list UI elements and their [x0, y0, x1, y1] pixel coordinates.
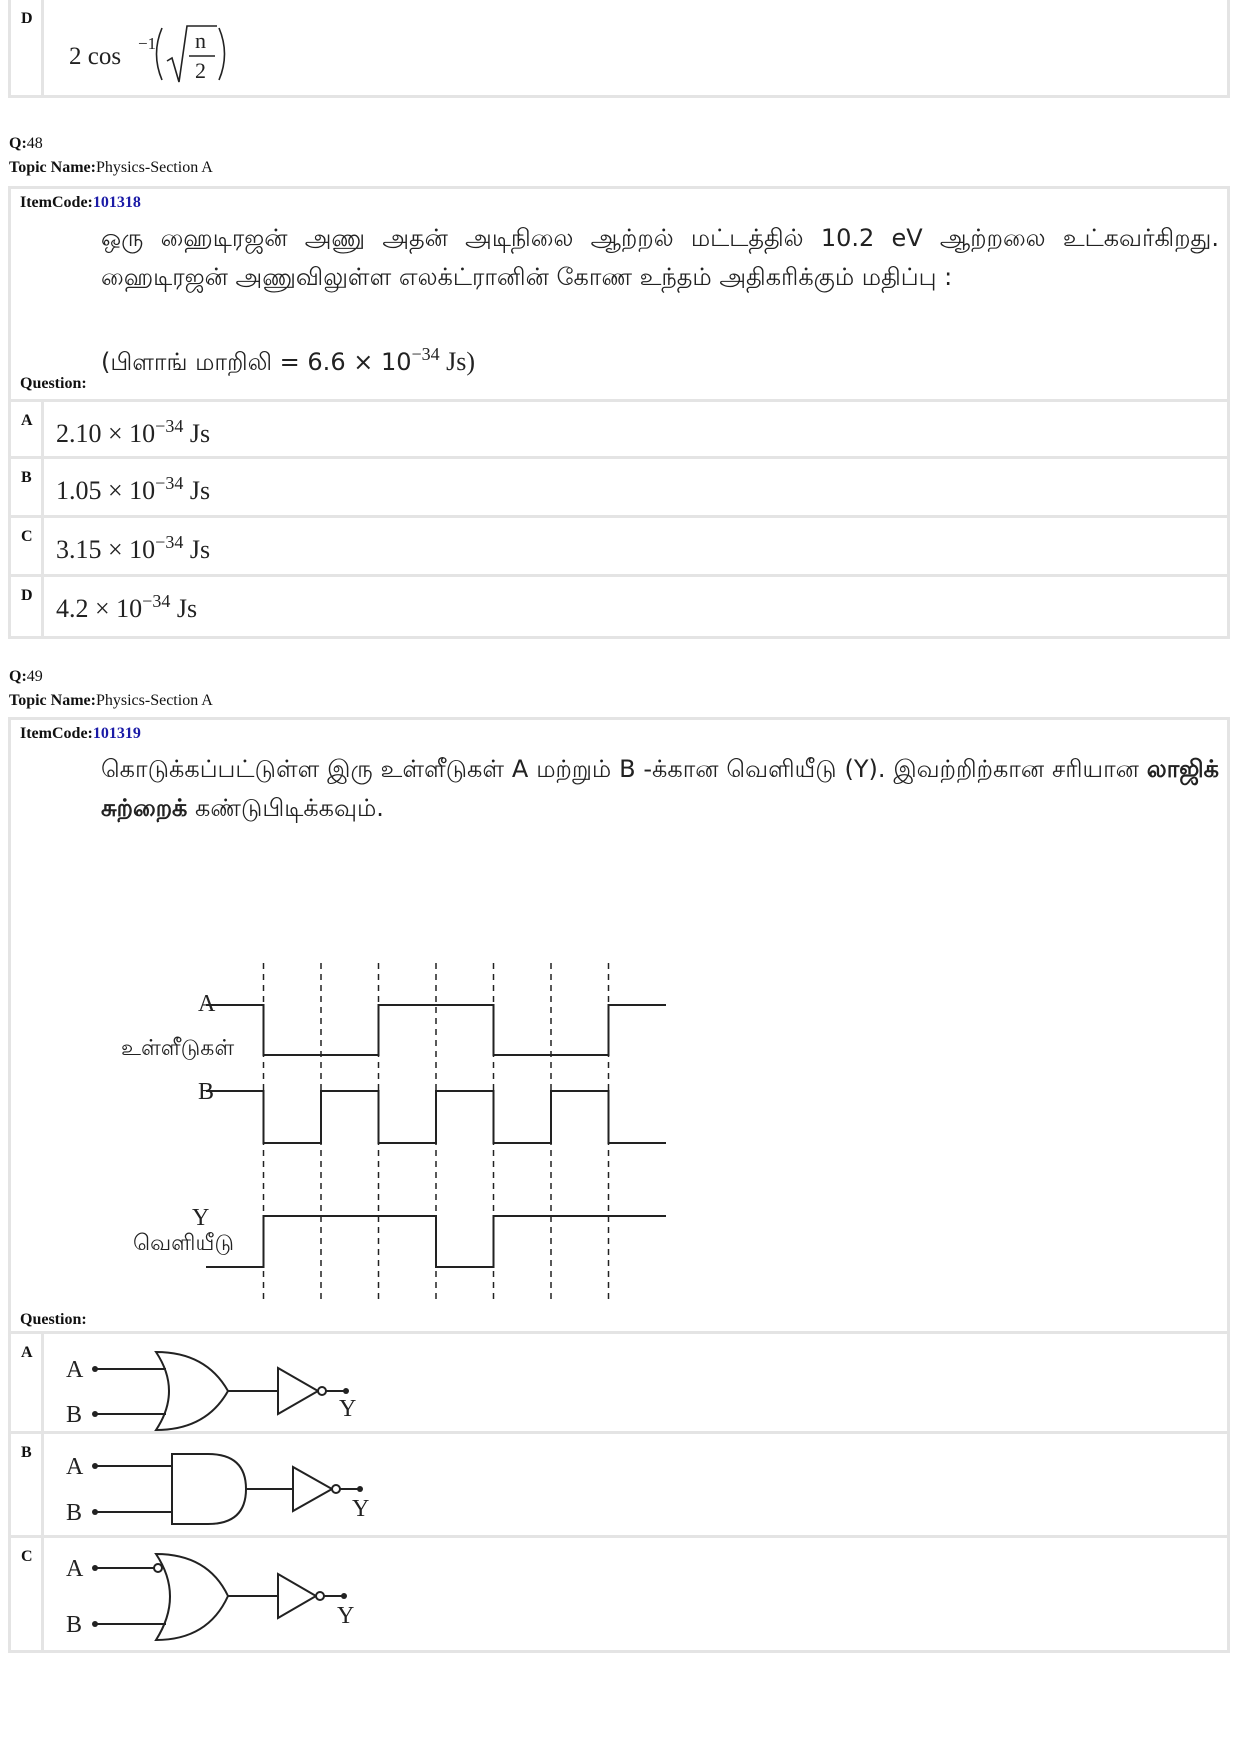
option-base: 2.10 × 10 — [56, 419, 156, 448]
option-base: 3.15 × 10 — [56, 535, 156, 564]
q48-options — [8, 399, 1230, 639]
q48-question-box — [8, 186, 1230, 402]
option-base: 4.2 × 10 — [56, 594, 143, 623]
q49-option-a[interactable] — [11, 1331, 1227, 1434]
formula-exponent: −1 — [138, 34, 157, 53]
or-gate — [156, 1554, 228, 1640]
circuit-and-not — [56, 1440, 396, 1536]
topic-value: Physics-Section A — [95, 692, 213, 709]
q48-option-a[interactable] — [11, 399, 1227, 459]
q48-question-label: Question: — [20, 375, 87, 392]
q48-question-text: ஒரு ஹைடிரஜன் அணு அதன் அடிநிலை ஆற்றல் மட்டத்தில் 10.2 eV ஆற்றலை உட்கவர்கிறது. ஹைடிரஜன் அணுவிலுள்ள எலக்ட்ரானின் கோண உந்தம் அதிகரிக்கும் மதிப்பு : — [101, 224, 1219, 291]
q49-option-c[interactable] — [11, 1535, 1227, 1653]
timing-diagram — [91, 933, 751, 1313]
q48-option-c[interactable] — [11, 515, 1227, 575]
option-letter: D — [21, 587, 33, 604]
or-gate — [156, 1352, 228, 1430]
constant-prefix: (பிளாங் மாறிலி = 6.6 × 10 — [101, 348, 412, 376]
input-b-label: B — [66, 1500, 83, 1526]
prev-option-d-formula — [59, 14, 259, 92]
output-label: Y — [339, 1396, 357, 1422]
text-part1: கொடுக்கப்பட்டுள்ள இரு உள்ளீடுகள் A மற்றும் B -க்கான வெளியீடு (Y). இவற்றிற்கான சரியான — [101, 755, 1147, 783]
right-paren — [219, 28, 225, 80]
constant-suffix: Js) — [439, 347, 476, 376]
label-y: Y — [192, 1205, 210, 1231]
option-exponent: −34 — [142, 591, 171, 611]
option-unit: Js — [183, 535, 211, 564]
q49-number — [9, 667, 43, 686]
label-output: வெளியீடு — [133, 1231, 234, 1256]
itemcode-value: 101318 — [92, 194, 141, 211]
topic-value: Physics-Section A — [95, 159, 213, 176]
circuit-or-not — [56, 1340, 376, 1432]
option-divider — [41, 1538, 44, 1653]
option-value — [56, 532, 210, 565]
option-base: 1.05 × 10 — [56, 476, 156, 505]
itemcode-label: ItemCode: — [20, 194, 93, 211]
formula-numerator: n — [195, 28, 206, 53]
q48-option-b[interactable] — [11, 456, 1227, 516]
output-node — [341, 1593, 347, 1599]
option-letter: B — [21, 1444, 32, 1461]
q49-question-box — [8, 717, 1230, 1334]
option-letter: D — [21, 10, 33, 27]
label-b: B — [198, 1079, 215, 1105]
q48-itemcode — [20, 194, 141, 212]
itemcode-value: 101319 — [92, 725, 141, 742]
and-gate — [172, 1454, 246, 1524]
option-divider — [41, 577, 44, 639]
option-unit: Js — [183, 419, 211, 448]
q48-topic — [9, 158, 213, 177]
option-exponent: −34 — [155, 532, 184, 552]
input-inversion-bubble — [154, 1564, 162, 1572]
q49-option-b[interactable] — [11, 1431, 1227, 1538]
inversion-bubble — [316, 1592, 324, 1600]
option-letter: C — [21, 528, 33, 545]
output-node — [343, 1388, 349, 1394]
waveform-b — [206, 1091, 666, 1143]
option-exponent: −34 — [155, 416, 184, 436]
itemcode-label: ItemCode: — [20, 725, 93, 742]
q-number: 49 — [26, 668, 43, 685]
option-value — [56, 473, 210, 506]
output-label: Y — [352, 1496, 370, 1522]
q49-options — [8, 1331, 1230, 1653]
option-divider — [41, 1334, 44, 1434]
label-inputs: உள்ளீடுகள் — [121, 1036, 235, 1061]
option-letter: C — [21, 1548, 33, 1565]
q48-number — [9, 134, 43, 153]
not-gate — [293, 1467, 332, 1511]
q49-itemcode — [20, 725, 141, 743]
input-a-label: A — [66, 1454, 84, 1480]
label-a: A — [198, 991, 216, 1017]
sqrt-sign — [167, 26, 217, 82]
q48-option-d[interactable] — [11, 574, 1227, 639]
not-gate — [278, 1574, 316, 1618]
left-paren — [157, 28, 163, 80]
option-unit: Js — [170, 594, 198, 623]
prev-option-d-box — [8, 0, 1230, 98]
option-letter: A — [21, 1344, 33, 1361]
input-b-label: B — [66, 1612, 83, 1638]
constant-exponent: −34 — [411, 344, 440, 364]
option-divider — [41, 518, 44, 575]
input-b-label: B — [66, 1402, 83, 1428]
text-bold: லாஜிக் சுற்றைக் — [101, 755, 1219, 822]
option-divider — [41, 0, 44, 95]
inversion-bubble — [318, 1387, 326, 1395]
option-divider — [41, 402, 44, 459]
q-label: Q: — [9, 668, 27, 685]
q-number: 48 — [26, 135, 43, 152]
option-value — [56, 591, 197, 624]
waveform-y — [206, 1216, 666, 1267]
q49-question-text — [101, 750, 1219, 828]
topic-label: Topic Name: — [9, 692, 96, 709]
formula-prefix: 2 cos — [69, 43, 122, 70]
option-exponent: −34 — [155, 473, 184, 493]
option-value — [56, 416, 210, 449]
input-a-label: A — [66, 1556, 84, 1582]
q49-topic — [9, 691, 213, 710]
q49-question-label: Question: — [20, 1311, 87, 1328]
option-letter: A — [21, 412, 33, 429]
formula-denominator: 2 — [195, 58, 206, 83]
option-divider — [41, 1434, 44, 1538]
not-gate — [278, 1368, 318, 1414]
output-label: Y — [337, 1603, 355, 1629]
option-divider — [41, 459, 44, 516]
option-letter: B — [21, 469, 32, 486]
inversion-bubble — [332, 1485, 340, 1493]
topic-label: Topic Name: — [9, 159, 96, 176]
option-unit: Js — [183, 476, 211, 505]
q48-planck-constant — [101, 344, 475, 379]
text-part2: கண்டுபிடிக்கவும். — [187, 794, 384, 822]
input-a-label: A — [66, 1357, 84, 1383]
circuit-or-not-inverted-a — [56, 1544, 376, 1648]
output-node — [357, 1486, 363, 1492]
q-label: Q: — [9, 135, 27, 152]
